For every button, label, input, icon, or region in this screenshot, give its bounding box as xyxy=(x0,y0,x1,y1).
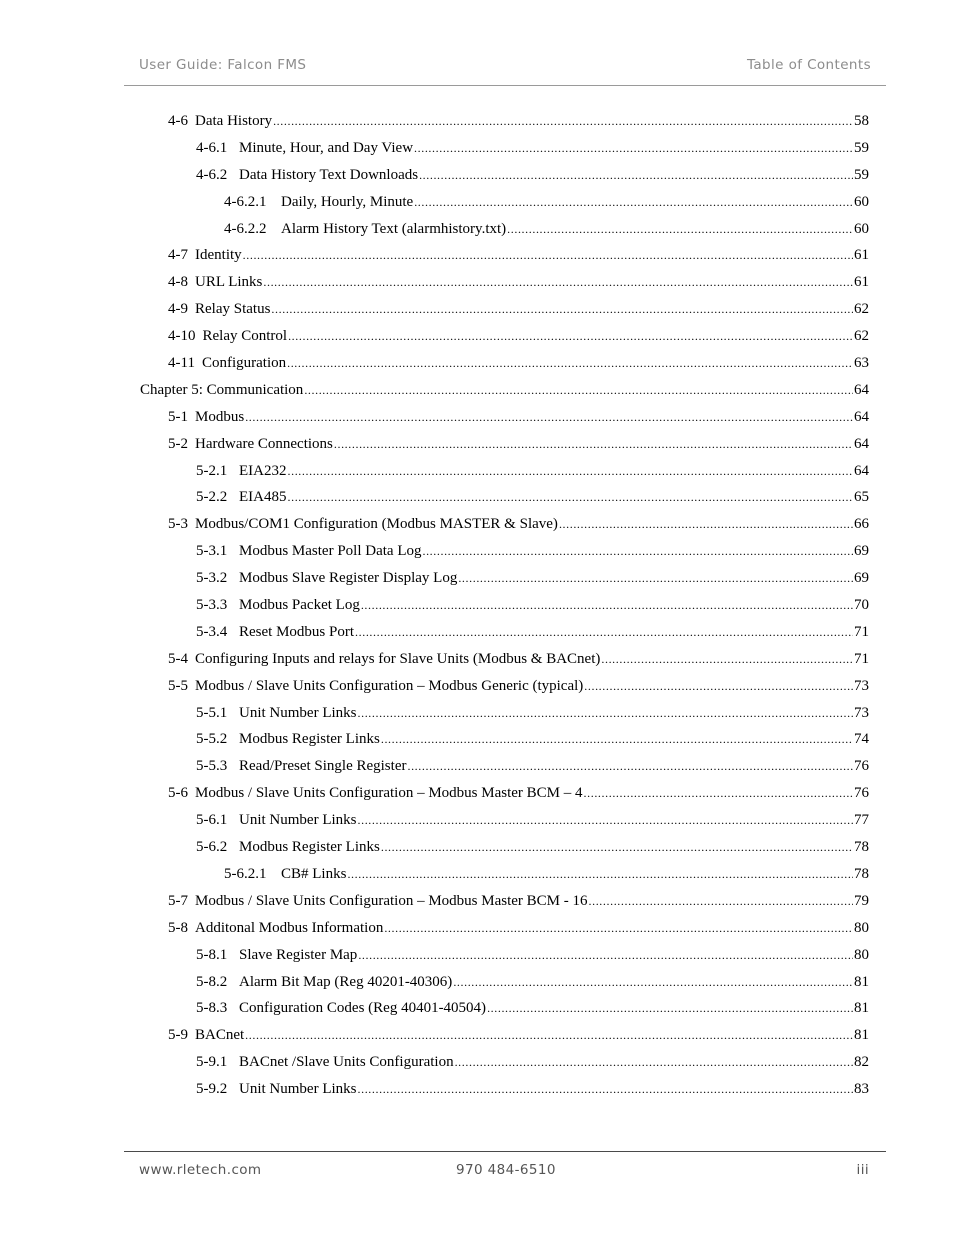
toc-entry-title: Data History Text Downloads xyxy=(239,166,419,183)
toc-entry-page: 64 xyxy=(854,435,869,452)
toc-entry-page: 58 xyxy=(854,113,869,129)
toc-entry[interactable] xyxy=(140,969,869,996)
toc-dot-leader xyxy=(263,269,853,296)
toc-entry-title: Relay Status xyxy=(195,301,271,318)
toc-entry[interactable] xyxy=(140,807,869,834)
toc-entry[interactable] xyxy=(140,915,869,942)
toc-entry-page: 60 xyxy=(854,220,869,237)
toc-entry[interactable] xyxy=(140,296,869,323)
toc-entry-page: 71 xyxy=(854,623,869,640)
toc-entry-number: 5-6.2 xyxy=(196,839,228,856)
toc-entry-page: 76 xyxy=(854,758,869,775)
toc-entry-page: 73 xyxy=(854,677,869,694)
toc-dot-leader xyxy=(288,484,854,511)
toc-entry-page: 62 xyxy=(854,328,869,345)
toc-entry-title: Daily, Hourly, Minute xyxy=(281,193,414,210)
toc-entry-number: 5-8 xyxy=(168,919,188,936)
toc-entry[interactable] xyxy=(140,162,869,189)
toc-entry-title: Modbus / Slave Units Configuration – Modbus Master BCM – 4 xyxy=(195,785,583,802)
toc-entry[interactable] xyxy=(140,350,869,377)
toc-entry-title: Modbus / Slave Units Configuration – Modbus Generic (typical) xyxy=(195,677,584,694)
toc-entry-number: 5-9.2 xyxy=(196,1081,228,1098)
toc-entry-number: 4-10 xyxy=(168,328,196,345)
toc-entry-number: 5-2.1 xyxy=(196,462,228,479)
toc-entry-title: BACnet xyxy=(195,1027,245,1044)
footer-page-number: iii xyxy=(856,1162,869,1178)
toc-entry[interactable] xyxy=(140,404,869,431)
page-footer xyxy=(124,1151,886,1192)
toc-entry-page: 78 xyxy=(854,865,869,882)
toc-entry-page: 59 xyxy=(854,166,869,183)
toc-entry-title: URL Links xyxy=(195,274,263,291)
toc-entry-title: Alarm History Text (alarmhistory.txt) xyxy=(281,220,507,237)
toc-entry-title: Additonal Modbus Information xyxy=(195,919,384,936)
toc-dot-leader xyxy=(271,296,853,323)
toc-dot-leader xyxy=(419,162,853,189)
toc-entry[interactable] xyxy=(140,216,869,243)
toc-entry[interactable] xyxy=(140,673,869,700)
toc-entry-number: 5-3.2 xyxy=(196,570,228,587)
toc-entry-title: Slave Register Map xyxy=(239,946,358,963)
toc-entry-number: 5-9 xyxy=(168,1027,188,1044)
toc-dot-leader xyxy=(453,969,853,996)
toc-dot-leader xyxy=(358,942,853,969)
toc-entry-title: Modbus xyxy=(195,408,245,425)
toc-entry[interactable] xyxy=(140,834,869,861)
toc-entry-title: Reset Modbus Port xyxy=(239,623,355,640)
toc-entry-page: 81 xyxy=(854,1000,869,1017)
toc-entry[interactable] xyxy=(140,189,869,216)
toc-entry-page: 78 xyxy=(854,839,869,856)
toc-entry-number: 5-8.1 xyxy=(196,946,228,963)
toc-entry-page: 83 xyxy=(854,1081,869,1098)
toc-entry-number: 5-9.1 xyxy=(196,1054,228,1071)
toc-entry-title: Data History xyxy=(195,113,273,129)
toc-dot-leader xyxy=(245,1022,853,1049)
toc-dot-leader xyxy=(584,780,853,807)
toc-entry-number: 5-5.2 xyxy=(196,731,228,748)
toc-dot-leader xyxy=(358,807,854,834)
toc-entry-title: BACnet /Slave Units Configuration xyxy=(239,1054,454,1071)
toc-entry-title: Minute, Hour, and Day View xyxy=(239,139,414,156)
toc-entry-page: 79 xyxy=(854,892,869,909)
toc-entry-page: 59 xyxy=(854,139,869,156)
toc-entry[interactable] xyxy=(140,431,869,458)
toc-entry-page: 82 xyxy=(854,1054,869,1071)
toc-entry-number: 5-6.1 xyxy=(196,812,228,829)
footer-phone: 970 484-6510 xyxy=(456,1162,556,1178)
toc-dot-leader xyxy=(304,377,853,404)
toc-entry-page: 64 xyxy=(854,381,869,398)
toc-entry-page: 80 xyxy=(854,946,869,963)
toc-entry[interactable] xyxy=(140,726,869,753)
toc-entry[interactable] xyxy=(140,942,869,969)
toc-dot-leader xyxy=(243,242,853,269)
toc-dot-leader xyxy=(589,888,854,915)
toc-entry[interactable] xyxy=(140,269,869,296)
toc-dot-leader xyxy=(358,1076,854,1103)
toc-dot-leader xyxy=(414,189,853,216)
toc-entry[interactable] xyxy=(140,511,869,538)
toc-dot-leader xyxy=(458,565,853,592)
toc-entry[interactable] xyxy=(140,484,869,511)
document-title: User Guide: Falcon FMS xyxy=(139,57,307,73)
toc-entry-page: 77 xyxy=(854,812,869,829)
toc-entry-number: 4-8 xyxy=(168,274,188,291)
toc-dot-leader xyxy=(422,538,853,565)
toc-entry-title: Modbus Slave Register Display Log xyxy=(239,570,458,587)
toc-entry-title: Modbus / Slave Units Configuration – Modbus Master BCM - 16 xyxy=(195,892,588,909)
toc-entry[interactable] xyxy=(140,592,869,619)
toc-entry-title: EIA485 xyxy=(239,489,287,506)
toc-entry-number: 5-3.3 xyxy=(196,597,228,614)
toc-entry-title: Unit Number Links xyxy=(239,1081,357,1098)
toc-entry-title: Relay Control xyxy=(202,328,288,345)
toc-entry-number: 5-2 xyxy=(168,435,188,452)
toc-entry[interactable] xyxy=(140,323,869,350)
toc-entry[interactable] xyxy=(140,1076,869,1103)
toc-entry-number: 5-3 xyxy=(168,516,188,533)
toc-entry-title: Configuring Inputs and relays for Slave Units (Modbus & BACnet) xyxy=(195,650,601,667)
toc-entry-page: 64 xyxy=(854,462,869,479)
toc-entry[interactable] xyxy=(140,108,869,135)
toc-entry[interactable] xyxy=(140,458,869,485)
toc-entry-number: 5-6 xyxy=(168,785,188,802)
page-header xyxy=(124,0,886,86)
toc-entry-number: 4-11 xyxy=(168,355,195,372)
toc-entry-title: Modbus Packet Log xyxy=(239,597,360,614)
toc-dot-leader xyxy=(245,404,853,431)
toc-entry[interactable] xyxy=(140,377,869,404)
toc-entry-page: 80 xyxy=(854,919,869,936)
toc-dot-leader xyxy=(414,135,853,162)
toc-entry-number: 5-2.2 xyxy=(196,489,228,506)
toc-entry-page: 81 xyxy=(854,1027,869,1044)
toc-dot-leader xyxy=(273,108,853,135)
toc-entry-page: 61 xyxy=(854,274,869,291)
toc-dot-leader xyxy=(407,753,853,780)
toc-entry-title: EIA232 xyxy=(239,462,287,479)
toc-entry-page: 62 xyxy=(854,301,869,318)
toc-entry-page: 61 xyxy=(854,247,869,264)
toc-entry-number: 5-3.1 xyxy=(196,543,228,560)
toc-dot-leader xyxy=(584,673,853,700)
toc-entry-title: Modbus Register Links xyxy=(239,731,380,748)
toc-entry-page: 69 xyxy=(854,570,869,587)
toc-entry[interactable] xyxy=(140,861,869,888)
toc-entry-title: Configuration xyxy=(201,355,287,372)
toc-dot-leader xyxy=(601,646,853,673)
toc-entry-number: 5-6.2.1 xyxy=(224,865,267,882)
toc-entry-page: 76 xyxy=(854,785,869,802)
toc-entry-page: 70 xyxy=(854,597,869,614)
toc-entry[interactable] xyxy=(140,538,869,565)
toc-entry-title: Alarm Bit Map (Reg 40201-40306) xyxy=(239,973,453,990)
toc-entry-title: Unit Number Links xyxy=(239,704,357,721)
toc-entry[interactable] xyxy=(140,619,869,646)
toc-entry-page: 81 xyxy=(854,973,869,990)
toc-dot-leader xyxy=(358,700,854,727)
toc-entry[interactable] xyxy=(140,888,869,915)
toc-entry-number: 4-7 xyxy=(168,247,188,264)
toc-entry[interactable] xyxy=(140,242,869,269)
section-title: Table of Contents xyxy=(746,57,871,73)
toc-entry-number: 4-6.1 xyxy=(196,139,228,156)
footer-website: www.rletech.com xyxy=(139,1162,262,1178)
toc-entry-number: 4-6.2 xyxy=(196,166,228,183)
toc-dot-leader xyxy=(559,511,853,538)
toc-dot-leader xyxy=(355,619,853,646)
toc-entry-number: 4-9 xyxy=(168,301,188,318)
toc-entry-title: Modbus Register Links xyxy=(239,839,380,856)
toc-dot-leader xyxy=(381,834,853,861)
toc-entry-number: 5-5 xyxy=(168,677,188,694)
toc-entry-title: Unit Number Links xyxy=(239,812,357,829)
toc-entry-number: 5-1 xyxy=(168,408,188,425)
toc-entry-page: 64 xyxy=(854,408,869,425)
toc-entry-page: 60 xyxy=(854,193,869,210)
toc-entry-page: 65 xyxy=(854,489,869,506)
table-of-contents xyxy=(140,108,869,1103)
toc-entry[interactable] xyxy=(140,135,869,162)
toc-entry[interactable] xyxy=(140,700,869,727)
toc-entry[interactable] xyxy=(140,753,869,780)
toc-dot-leader xyxy=(507,216,853,243)
toc-dot-leader xyxy=(334,431,853,458)
toc-entry-number: 4-6.2.1 xyxy=(224,193,267,210)
toc-entry-title: Read/Preset Single Register xyxy=(239,758,407,775)
toc-entry-number: 4-6 xyxy=(168,113,188,129)
toc-dot-leader xyxy=(381,726,853,753)
toc-dot-leader xyxy=(487,995,853,1022)
toc-entry-title: Chapter 5: Communication xyxy=(140,381,304,398)
toc-entry[interactable] xyxy=(140,565,869,592)
toc-entry-number: 5-5.3 xyxy=(196,758,228,775)
toc-entry-number: 5-7 xyxy=(168,892,188,909)
toc-entry-number: 4-6.2.2 xyxy=(224,220,267,237)
toc-entry-number: 5-8.3 xyxy=(196,1000,228,1017)
toc-entry-number: 5-4 xyxy=(168,650,188,667)
toc-entry-page: 69 xyxy=(854,543,869,560)
toc-entry-title: CB# Links xyxy=(281,865,347,882)
toc-entry-page: 74 xyxy=(854,731,869,748)
toc-entry[interactable] xyxy=(140,995,869,1022)
toc-entry-title: Hardware Connections xyxy=(195,435,333,452)
toc-entry-page: 66 xyxy=(854,516,869,533)
toc-dot-leader xyxy=(288,323,853,350)
toc-dot-leader xyxy=(455,1049,853,1076)
toc-entry-title: Modbus/COM1 Configuration (Modbus MASTER & Slave) xyxy=(195,516,558,533)
toc-entry[interactable] xyxy=(140,1049,869,1076)
toc-entry-title: Identity xyxy=(195,247,242,264)
toc-entry-title: Configuration Codes (Reg 40401-40504) xyxy=(239,1000,487,1017)
toc-entry-title: Modbus Master Poll Data Log xyxy=(239,543,422,560)
toc-entry[interactable] xyxy=(140,1022,869,1049)
toc-dot-leader xyxy=(287,350,853,377)
toc-dot-leader xyxy=(347,861,853,888)
toc-entry-number: 5-8.2 xyxy=(196,973,228,990)
toc-entry[interactable] xyxy=(140,646,869,673)
toc-entry-number: 5-5.1 xyxy=(196,704,228,721)
toc-entry[interactable] xyxy=(140,780,869,807)
toc-dot-leader xyxy=(288,458,854,485)
toc-entry-page: 73 xyxy=(854,704,869,721)
toc-entry-number: 5-3.4 xyxy=(196,623,228,640)
toc-entry-page: 71 xyxy=(854,650,869,667)
toc-dot-leader xyxy=(384,915,853,942)
toc-dot-leader xyxy=(361,592,853,619)
toc-entry-page: 63 xyxy=(854,355,869,372)
